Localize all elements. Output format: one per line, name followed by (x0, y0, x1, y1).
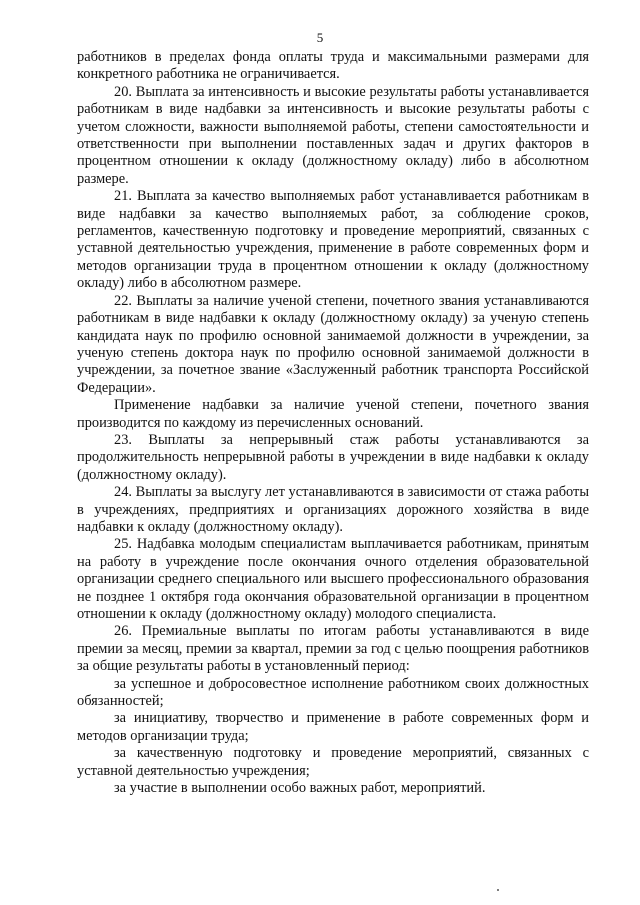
paragraph-item-24: 24. Выплаты за выслугу лет устанавливаются в зависимости от стажа работы в учреждениях, предприятиях и организациях дорожного хозяйства в виде надбавки к окладу (должностному окладу). (77, 484, 589, 535)
bonus-criterion-duties: за успешное и добросовестное исполнение работником своих должностных обязанностей; (77, 675, 589, 710)
paragraph-item-26: 26. Премиальные выплаты по итогам работы устанавливаются в виде премии за месяц, премии за квартал, премии за год с целью поощрения работников за общие результаты работы в установленный период: (77, 623, 589, 675)
paragraph-degree-note: Применение надбавки за наличие ученой степени, почетного звания производится по каждому из перечисленных оснований. (77, 397, 589, 431)
document-body (77, 49, 589, 797)
paragraph-item-22: 22. Выплаты за наличие ученой степени, почетного звания устанавливаются работникам в виде надбавки к окладу (должностному окладу) за ученую степень кандидата наук по профилю основной занимаемой должности в учреждении, за ученую степень доктора наук по профилю основной занимаемой должности в учреждении, за почетное звание «Заслуженный работник транспорта Российской Федерации». (77, 292, 589, 396)
scan-speck (497, 889, 499, 891)
paragraph-item-23: 23. Выплаты за непрерывный стаж работы устанавливаются за продолжительность непрерывной работы в учреждении в виде надбавки к окладу (должностному окладу). (77, 431, 589, 483)
bonus-criterion-special-work: за участие в выполнении особо важных работ, мероприятий. (114, 780, 486, 797)
page-number: 5 (316, 30, 324, 45)
paragraph-item-20: 20. Выплата за интенсивность и высокие результаты работы устанавливается работникам в виде надбавки за интенсивность и высокие результаты работы с учетом сложности, важности выполняемой работы, степени самостоятельности и ответственности при выполнении поставленных задач и других факторов в процентном отношении к окладу (должностному окладу) либо в абсолютном размере. (77, 83, 589, 187)
bonus-criterion-initiative: за инициативу, творчество и применение в работе современных форм и методов организации труда; (77, 710, 589, 744)
paragraph-item-21: 21. Выплата за качество выполняемых работ устанавливается работникам в виде надбавки за качество выполняемых работ, за соблюдение сроков, регламентов, качественную подготовку и проведение мероприятий, связанных с уставной деятельностью учреждения, применение в работе современных форм и методов организации труда в процентном отношении к окладу (должностному окладу) либо в абсолютном размере. (77, 188, 589, 292)
bonus-criterion-events: за качественную подготовку и проведение мероприятий, связанных с уставной деятельностью учреждения; (77, 745, 589, 779)
paragraph-item-25: 25. Надбавка молодым специалистам выплачивается работникам, принятым на работу в учреждение после окончания очного отделения образовательной организации среднего специального или высшего профессионального образования не позднее 1 октября года окончания образовательной организации в процентном отношении к окладу (должностному окладу) молодого специалиста. (77, 536, 589, 622)
paragraph-continuation: работников в пределах фонда оплаты труда и максимальными размерами для конкретного работника не ограничивается. (77, 49, 589, 83)
